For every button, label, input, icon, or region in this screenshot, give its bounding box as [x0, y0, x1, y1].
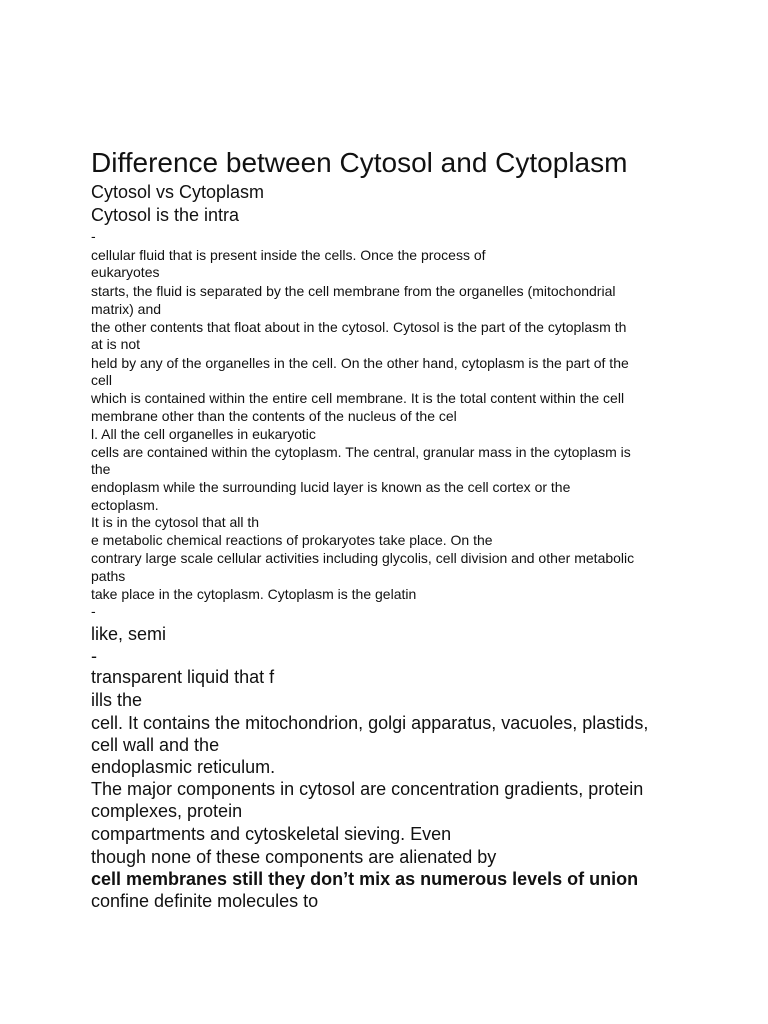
text-line: endoplasm while the surrounding lucid layer is known as the cell cortex or the	[91, 479, 571, 495]
text-line: confine definite molecules to	[91, 891, 319, 911]
text-line: transparent liquid that f	[91, 667, 275, 687]
text-line: which is contained within the entire cell membrane. It is the total content within the cell	[91, 390, 625, 406]
text-line: take place in the cytoplasm. Cytoplasm is the gelatin	[91, 586, 417, 602]
text-line: cell. It contains the mitochondrion, golgi apparatus, vacuoles, plastids,	[91, 713, 649, 733]
text-line: membrane other than the contents of the nucleus of the cel	[91, 408, 457, 424]
text-line: cells are contained within the cytoplasm. The central, granular mass in the cytoplasm is	[91, 444, 631, 460]
text-line: cell wall and the	[91, 735, 220, 755]
text-line: -	[91, 228, 96, 244]
text-line: e metabolic chemical reactions of prokaryotes take place. On the	[91, 532, 493, 548]
text-line: The major components in cytosol are concentration gradients, protein	[91, 779, 644, 799]
text-line: It is in the cytosol that all th	[91, 514, 260, 530]
text-line: compartments and cytoskeletal sieving. Even	[91, 824, 452, 844]
text-line: ills the	[91, 690, 143, 710]
document-subtitle: Cytosol vs Cytoplasm	[91, 182, 265, 202]
text-line: endoplasmic reticulum.	[91, 757, 276, 777]
text-line: -	[91, 603, 96, 619]
text-line: held by any of the organelles in the cell. On the other hand, cytoplasm is the part of the	[91, 355, 629, 371]
text-line: cell	[91, 372, 113, 388]
text-line: the	[91, 461, 111, 477]
text-line: complexes, protein	[91, 801, 243, 821]
text-line: starts, the fluid is separated by the cell membrane from the organelles (mitochondrial	[91, 283, 616, 299]
text-line: like, semi	[91, 624, 167, 644]
text-line: cell membranes still they don’t mix as numerous levels of union	[91, 869, 639, 889]
text-line: paths	[91, 568, 126, 584]
text-line: cellular fluid that is present inside the cells. Once the process of	[91, 247, 486, 263]
text-line: eukaryotes	[91, 264, 160, 280]
text-line: Cytosol is the intra	[91, 205, 240, 225]
document-title: Difference between Cytosol and Cytoplasm	[91, 147, 628, 178]
text-line: though none of these components are alienated by	[91, 847, 497, 867]
text-line: the other contents that float about in the cytosol. Cytosol is the part of the cytoplasm th	[91, 319, 627, 335]
text-line: matrix) and	[91, 301, 162, 317]
text-line: ectoplasm.	[91, 497, 159, 513]
text-line: contrary large scale cellular activities including glycolis, cell division and other metabolic	[91, 550, 635, 566]
text-line: at is not	[91, 336, 141, 352]
text-line: -	[91, 646, 97, 666]
text-line: l. All the cell organelles in eukaryotic	[91, 426, 316, 442]
